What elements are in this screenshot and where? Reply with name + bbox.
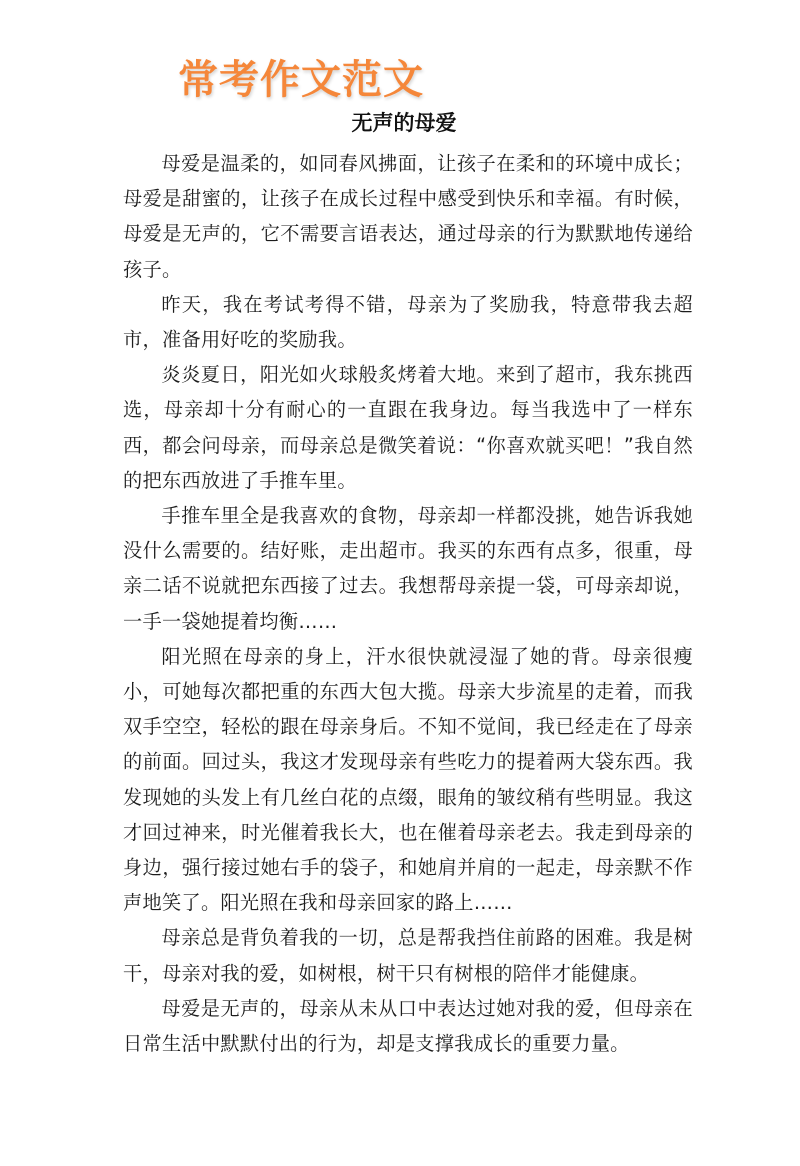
essay-body — [123, 146, 693, 1061]
paragraph-conclusion: 母爱是无声的，母亲从未从口中表达过她对我的爱，但母亲在日常生活中默默付出的行为，却是支撑我成长的重要力量。 — [123, 996, 693, 1056]
paragraph-tree: 母亲总是背负着我的一切，总是帮我挡住前路的困难。我是树干，母亲对我的爱，如树根，树干只有树根的陪伴才能健康。 — [123, 926, 693, 985]
essay-title: 无声的母爱 — [351, 111, 457, 135]
paragraph-intro: 母爱是温柔的，如同春风拂面，让孩子在柔和的环境中成长；母爱是甜蜜的，让孩子在成长过程中感受到快乐和幸福。有时候，母爱是无声的，它不需要言语表达，通过母亲的行为默默地传递给孩子。 — [123, 152, 693, 281]
paragraph-sunlight: 阳光照在母亲的身上，汗水很快就浸湿了她的背。母亲很瘦小，可她每次都把重的东西大包大揽。母亲大步流星的走着，而我双手空空，轻松的跟在母亲身后。不知不觉间，我已经走在了母亲的前面。回过头，我这才发现母亲有些吃力的提着两大袋东西。我发现她的头发上有几丝白花的点缀，眼角的皱纹稍有些明显。我这才回过神来，时光催着我长大，也在催着母亲老去。我走到母亲的身边，强行接过她右手的袋子，和她肩并肩的一起走，母亲默不作声地笑了。阳光照在我和母亲回家的路上…… — [123, 644, 693, 915]
paragraph-cart: 手推车里全是我喜欢的食物，母亲却一样都没挑，她告诉我她没什么需要的。结好账，走出超市。我买的东西有点多，很重，母亲二话不说就把东西接了过去。我想帮母亲提一袋，可母亲却说，一手一袋她提着均衡…… — [123, 504, 693, 633]
paragraph-supermarket: 炎炎夏日，阳光如火球般炙烤着大地。来到了超市，我东挑西选，母亲却十分有耐心的一直跟在我身边。每当我选中了一样东西，都会问母亲，而母亲总是微笑着说：“你喜欢就买吧！”我自然的把东西放进了手推车里。 — [123, 363, 693, 492]
paragraph-yesterday: 昨天，我在考试考得不错，母亲为了奖励我，特意带我去超市，准备用好吃的奖励我。 — [123, 292, 693, 352]
banner-heading: 常考作文范文 — [178, 57, 424, 103]
